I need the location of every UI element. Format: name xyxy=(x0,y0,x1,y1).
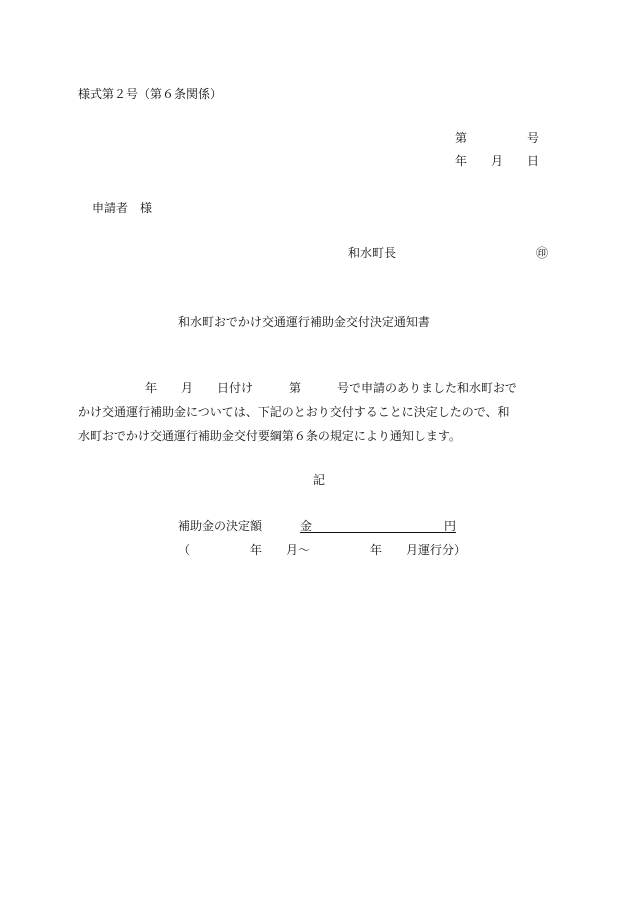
amount-label: 補助金の決定額 xyxy=(178,519,263,533)
body-line-2: かけ交通運行補助金については、下記のとおり交付することに決定したので、和 xyxy=(78,405,510,419)
issuer-name: 和水町長 xyxy=(348,246,397,260)
operation-period: （ 年 月〜 年 月運行分） xyxy=(178,543,467,557)
document-number-line: 第 号 xyxy=(455,131,540,145)
body-line-1: 年 月 日付け 第 号で申請のありました和水町おで xyxy=(145,381,517,395)
seal-mark: ㊞ xyxy=(536,246,549,260)
addressee: 申請者 様 xyxy=(92,201,153,215)
amount-value: 金 円 xyxy=(300,519,457,533)
document-date-line: 年 月 日 xyxy=(455,154,540,168)
document-title: 和水町おでかけ交通運行補助金交付決定通知書 xyxy=(178,315,430,329)
body-line-3: 水町おでかけ交通運行補助金交付要綱第６条の規定により通知します。 xyxy=(78,429,461,443)
form-number-header: 様式第２号（第６条関係） xyxy=(78,87,223,101)
ki-label: 記 xyxy=(313,473,326,487)
